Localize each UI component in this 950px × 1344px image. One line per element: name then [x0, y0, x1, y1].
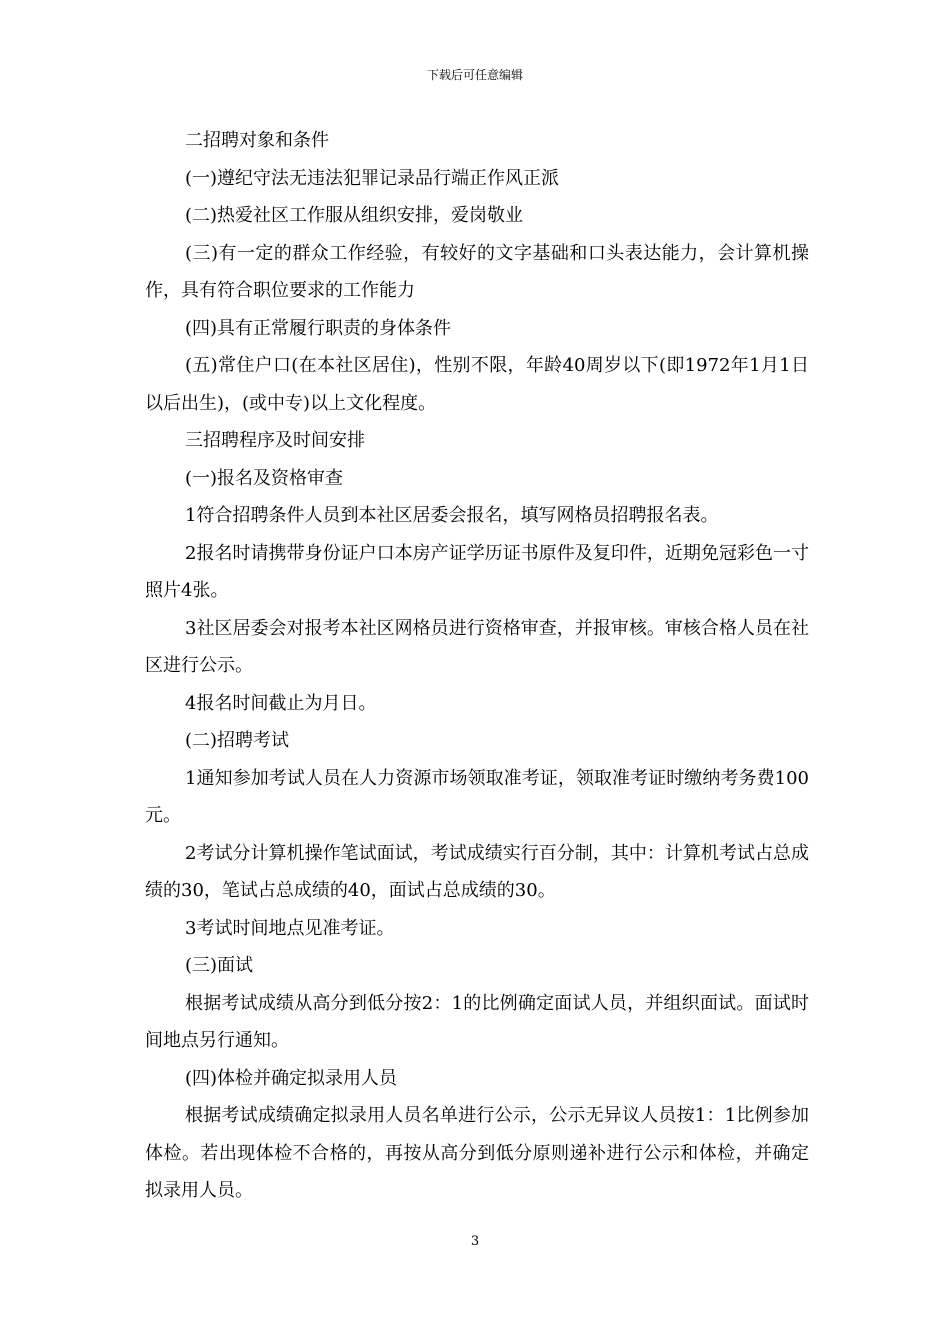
paragraph: 2报名时请携带身份证户口本房产证学历证书原件及复印件，近期免冠彩色一寸照片4张。: [145, 542, 809, 601]
paragraph: (二)热爱社区工作服从组织安排，爱岗敬业: [185, 205, 524, 226]
section-heading: 二招聘对象和条件: [185, 130, 329, 151]
section-heading: 三招聘程序及时间安排: [185, 430, 365, 451]
paragraph: (一)遵纪守法无违法犯罪记录品行端正作风正派: [185, 167, 560, 189]
paragraph: (三)有一定的群众工作经验，有较好的文字基础和口头表达能力，会计算机操作，具有符合职位要求的工作能力: [145, 242, 809, 301]
paragraph: 3考试时间地点见准考证。: [185, 917, 395, 939]
subsection-heading: (二)招聘考试: [185, 730, 290, 751]
paragraph: 根据考试成绩确定拟录用人员名单进行公示，公示无异议人员按1：1比例参加体检。若出现体检不合格的，再按从高分到低分原则递补进行公示和体检，并确定拟录用人员。: [145, 1105, 809, 1201]
subsection-heading: (一)报名及资格审查: [185, 467, 344, 489]
paragraph: 3社区居委会对报考本社区网格员进行资格审查，并报审核。审核合格人员在社区进行公示。: [145, 617, 809, 676]
paragraph: (五)常住户口(在本社区居住)，性别不限，年龄40周岁以下(即1972年1月1日以后出生)，(或中专)以上文化程度。: [145, 355, 809, 414]
paragraph: 1符合招聘条件人员到本社区居委会报名，填写网格员招聘报名表。: [185, 505, 719, 526]
paragraph: 4报名时间截止为月日。: [185, 692, 377, 714]
page-header: 下载后可任意编辑: [426, 68, 523, 82]
paragraph: 1通知参加考试人员在人力资源市场领取准考证，领取准考证时缴纳考务费100元。: [145, 767, 809, 826]
paragraph: 2考试分计算机操作笔试面试，考试成绩实行百分制，其中：计算机考试占总成绩的30，笔试占总成绩的40，面试占总成绩的30。: [145, 842, 809, 901]
paragraph: 根据考试成绩从高分到低分按2：1的比例确定面试人员，并组织面试。面试时间地点另行通知。: [145, 992, 809, 1051]
subsection-heading: (四)体检并确定拟录用人员: [185, 1067, 398, 1089]
subsection-heading: (三)面试: [185, 955, 254, 976]
page-number: 3: [470, 1234, 480, 1249]
paragraph: (四)具有正常履行职责的身体条件: [185, 317, 452, 339]
document-body: [145, 122, 809, 1210]
